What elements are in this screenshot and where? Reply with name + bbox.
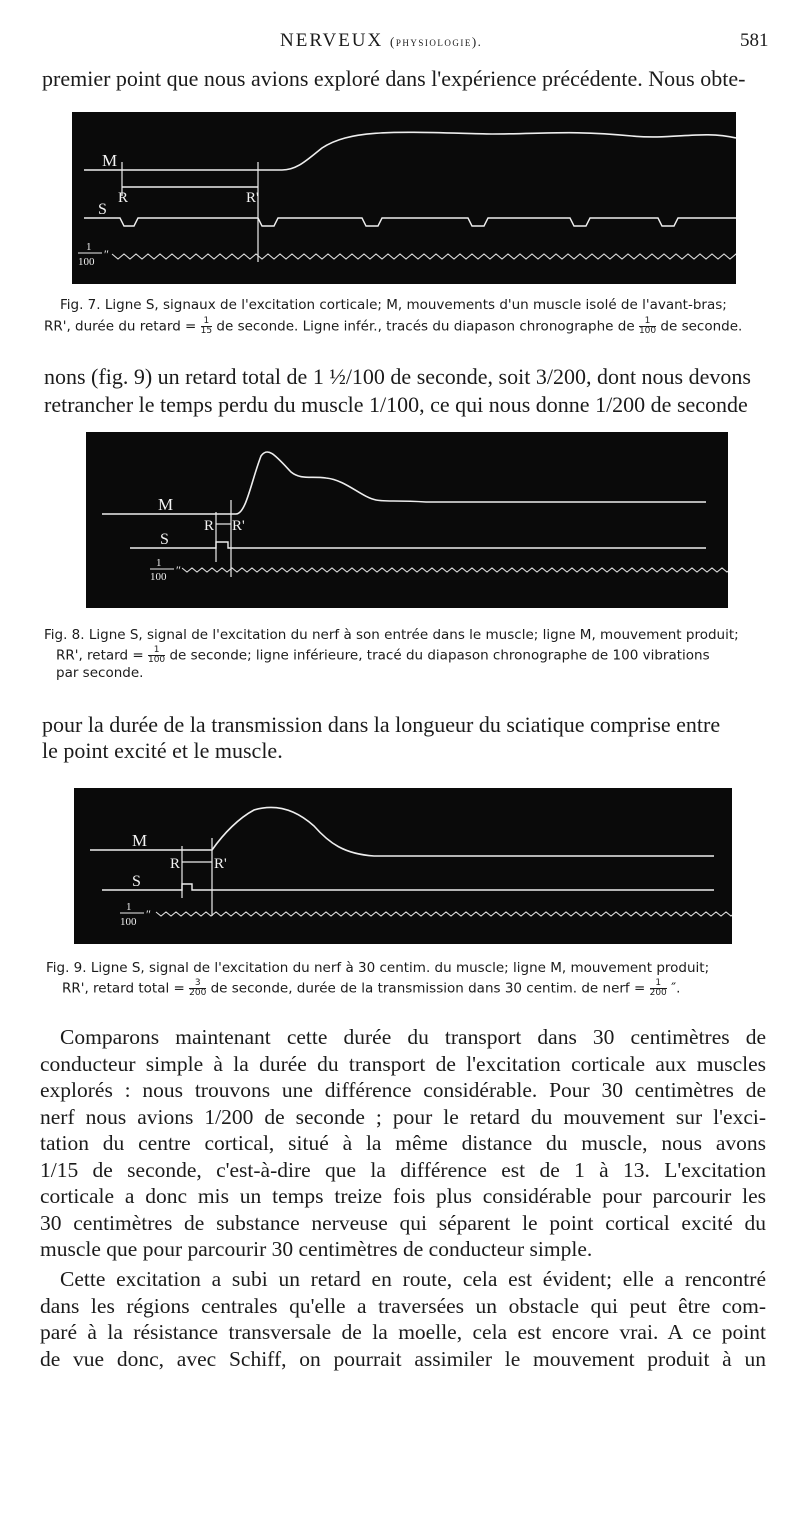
label-scale-denominator: 100 — [78, 256, 95, 268]
label-scale-numerator: 1 — [86, 241, 92, 253]
figure-9-tracing — [74, 788, 732, 944]
figure-9-caption-line2: RR', retard total = $\frac{3}{200}$ de seconde, durée de la transmission dans 30 centim. de nerf = $\frac{1}{200}$ ″. — [62, 978, 681, 998]
paragraph-line: 30 centimètres de substance nerveuse qui séparent le point cortical excité du — [40, 1210, 766, 1235]
paragraph-line: conducteur simple à la durée du transport de l'excitation corticale aux muscles — [40, 1051, 766, 1076]
transmission-text-line1: pour la durée de la transmission dans la longueur du sciatique comprise entre — [42, 712, 721, 737]
figure-7-background — [72, 112, 736, 284]
page-number: 581 — [740, 30, 769, 51]
label-r: R — [204, 518, 215, 534]
fraction: $\frac{3}{200}$ — [189, 978, 207, 998]
label-scale-denominator: 100 — [120, 916, 137, 928]
label-s: S — [160, 531, 169, 548]
intro-line: premier point que nous avions exploré dans l'expérience précédente. Nous obte- — [42, 66, 746, 91]
figure-7-caption-line2: RR', durée du retard = $\frac{1}{15}$ de seconde. Ligne infér., tracés du diapason chronographe de $\frac{1}{100}$ de seconde. — [44, 316, 743, 336]
figure-8-background — [86, 432, 728, 608]
label-scale-denominator: 100 — [150, 571, 167, 583]
fraction: $\frac{1}{100}$ — [147, 645, 166, 665]
transmission-text-line2: le point excité et le muscle. — [42, 738, 283, 763]
figure-9-caption-line1: Fig. 9. Ligne S, signal de l'excitation du nerf à 30 centim. du muscle; ligne M, mouvement produit; — [46, 960, 710, 976]
paragraph-line: nerf nous avions 1/200 de seconde ; pour le retard du mouvement sur l'exci- — [40, 1104, 766, 1129]
paragraph-1 — [40, 1024, 766, 1263]
label-r: R — [170, 856, 181, 872]
label-scale-mark: ″ — [176, 563, 181, 577]
figure-7-caption-line1: Fig. 7. Ligne S, signaux de l'excitation corticale; M, mouvements d'un muscle isolé de l'avant-bras; — [60, 297, 727, 313]
label-m: M — [132, 831, 148, 850]
paragraph-line: 1/15 de seconde, c'est-à-dire que la différence est de 1 à 13. L'excitation — [40, 1157, 766, 1182]
label-s: S — [98, 201, 107, 218]
figure-8-caption-line3: par seconde. — [56, 665, 144, 681]
paragraph-line: Comparons maintenant cette durée du transport dans 30 centimètres de — [60, 1025, 766, 1049]
fraction: $\frac{1}{15}$ — [200, 316, 213, 336]
paragraph-line: dans les régions centrales qu'elle a traversées un obstacle qui peut être com- — [40, 1293, 766, 1318]
label-r: R — [118, 190, 129, 206]
label-scale-mark: ″ — [146, 907, 151, 921]
label-scale-numerator: 1 — [126, 901, 132, 913]
paragraph-2 — [40, 1266, 766, 1372]
label-scale-mark: ″ — [104, 247, 109, 261]
label-m: M — [102, 151, 118, 170]
label-scale-numerator: 1 — [156, 557, 162, 569]
middle-text-line1: nons (fig. 9) un retard total de 1 ½/100 de seconde, soit 3/200, dont nous devons — [44, 364, 751, 389]
paragraph-line: Cette excitation a subi un retard en route, cela est évident; elle a rencontré — [60, 1267, 766, 1291]
figure-7-tracing — [72, 112, 736, 284]
label-r-prime: R' — [232, 518, 245, 534]
label-s: S — [132, 873, 141, 890]
middle-text-line2: retrancher le temps perdu du muscle 1/100, ce qui nous donne 1/200 de seconde — [44, 392, 748, 417]
label-r-prime: R' — [214, 856, 227, 872]
running-header — [0, 30, 800, 60]
header-title: NERVEUX (physiologie). — [280, 30, 483, 51]
paragraph-line: paré à la résistance transversale de la moelle, cela est encore vrai. A ce point — [40, 1320, 766, 1344]
figure-8-caption-line2: RR', retard = $\frac{1}{100}$ de seconde; ligne inférieure, tracé du diapason chronographe de 100 vibrations — [56, 645, 710, 665]
figure-8-tracing — [86, 432, 728, 608]
paragraph-line: corticale a donc mis un temps treize fois plus considérable pour parcourir les — [40, 1184, 766, 1208]
header-subtitle: (physiologie). — [390, 34, 483, 49]
label-m: M — [158, 495, 174, 514]
paragraph-line: tation du centre cortical, situé à la même distance du muscle, nous avons — [40, 1131, 766, 1155]
figure-8-caption-line1: Fig. 8. Ligne S, signal de l'excitation du nerf à son entrée dans le muscle; ligne M, mouvement produit; — [44, 627, 739, 643]
label-r-prime: R' — [246, 190, 259, 206]
fraction: $\frac{1}{100}$ — [638, 316, 657, 336]
paragraph-line: explorés : nous trouvons une différence considérable. Pour 30 centimètres de — [40, 1078, 766, 1102]
paragraph-line: muscle que pour parcourir 30 centimètres de conducteur simple. — [40, 1237, 593, 1261]
paragraph-line: de vue donc, avec Schiff, on pourrait assimiler le mouvement produit à un — [40, 1346, 766, 1371]
fraction: $\frac{1}{200}$ — [649, 978, 667, 998]
